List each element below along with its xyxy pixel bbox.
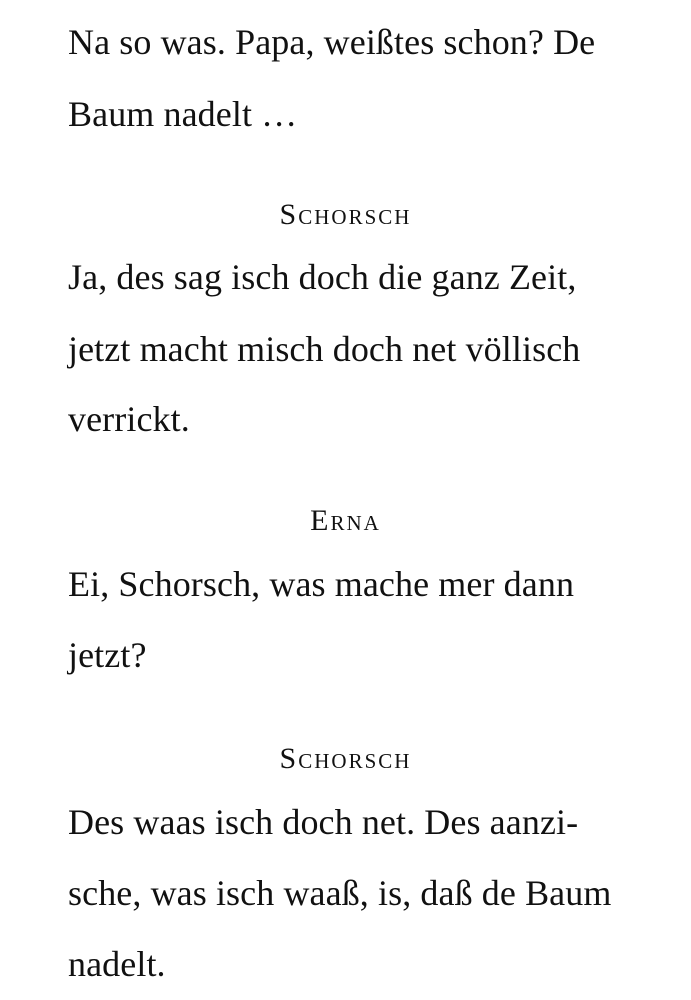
dialogue-line: nadelt.	[68, 944, 166, 984]
speaker-name: Schorsch	[279, 198, 412, 231]
dialogue-line: verrickt.	[68, 399, 190, 439]
dialogue-line: jetzt?	[68, 635, 147, 675]
speaker-name: Schorsch	[279, 742, 412, 775]
dialogue-line: jetzt macht misch doch net völlisch	[68, 329, 581, 369]
dialogue-line: Na so was. Papa, weißtes schon? De	[68, 22, 596, 62]
dialogue-line: Des waas isch doch net. Des aanzi-	[68, 802, 579, 842]
dialogue-line: Baum nadelt …	[68, 94, 298, 134]
dialogue-line: Ja, des sag isch doch die ganz Zeit,	[68, 257, 577, 297]
speaker-name: Erna	[310, 504, 381, 537]
dialogue-line: sche, was isch waaß, is, daß de Baum	[68, 873, 612, 913]
dialogue-line: Ei, Schorsch, was mache mer dann	[68, 564, 575, 604]
